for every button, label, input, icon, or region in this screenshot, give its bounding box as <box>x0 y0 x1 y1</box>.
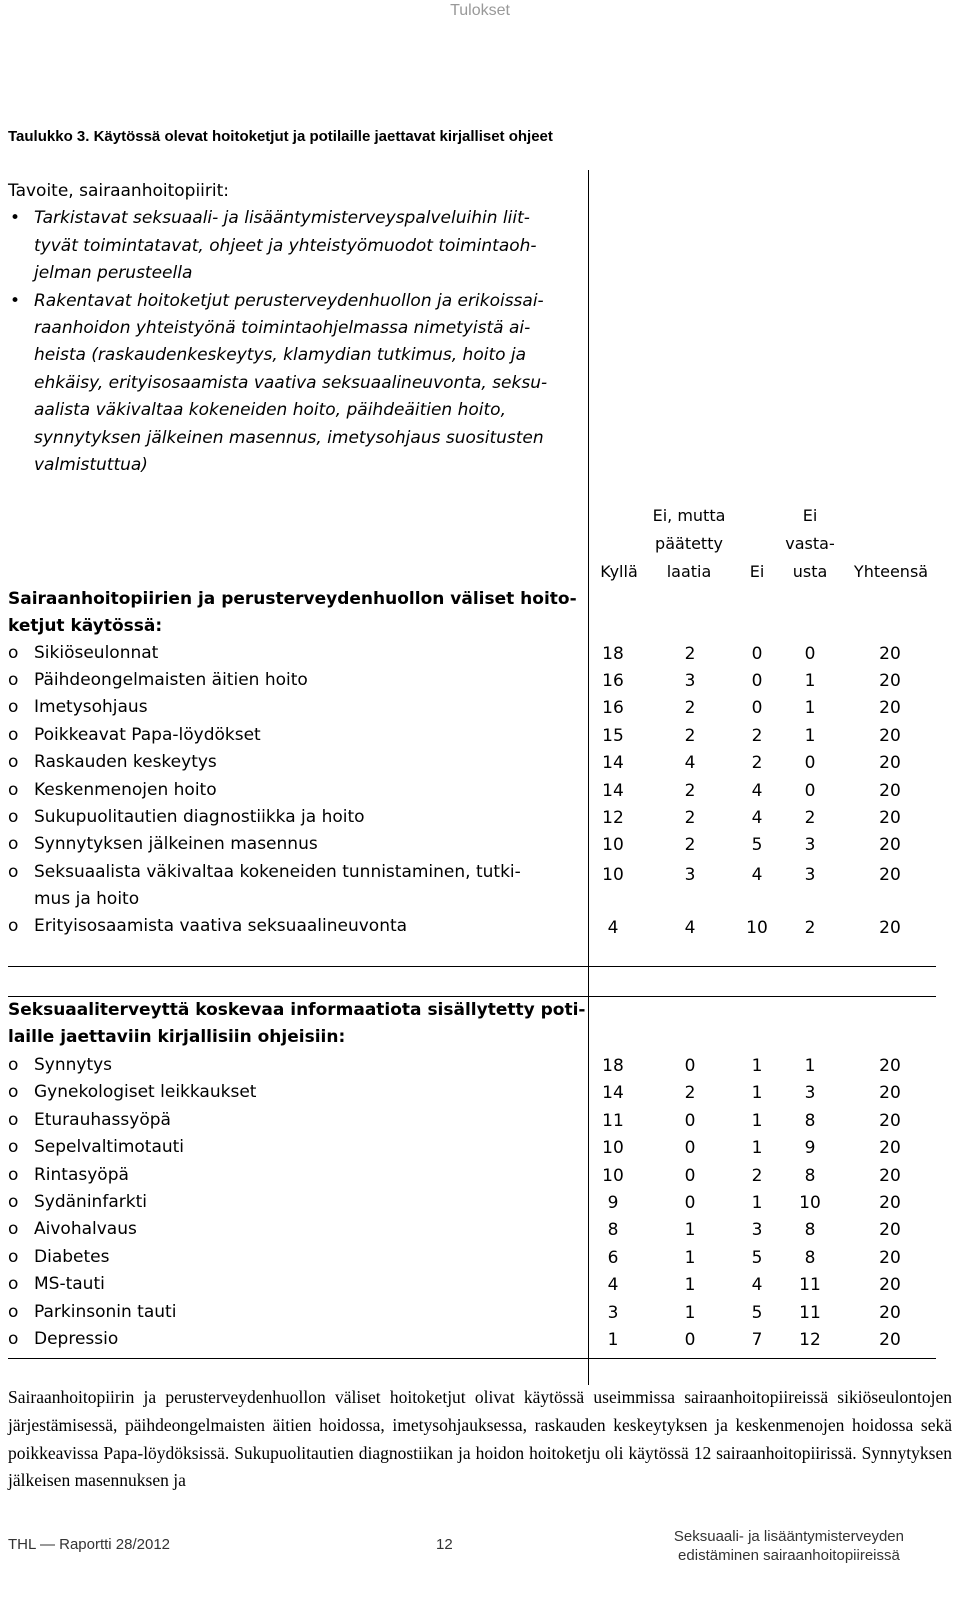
section1-cell: 4 <box>684 753 696 773</box>
section2-row-label-line <box>8 1079 598 1106</box>
section2-cell: 1 <box>607 1330 619 1350</box>
bullet-marker: o <box>8 1246 19 1267</box>
section2-title-line: laille jaettaviin kirjallisiin ohjeisiin: <box>8 1027 346 1048</box>
section1-cell: 2 <box>751 726 763 746</box>
section1-row-label <box>8 749 598 776</box>
section2-cell: 1 <box>751 1110 763 1131</box>
section2-cell: 9 <box>804 1138 816 1159</box>
section1-cell: 16 <box>602 671 624 691</box>
section1-cell: 1 <box>804 698 816 718</box>
section1-cell: 2 <box>751 753 763 773</box>
section2-row-label <box>8 1271 598 1298</box>
section2-row-label-line <box>8 1162 598 1189</box>
section2-cell: 0 <box>684 1056 696 1076</box>
section1-cell: 20 <box>879 865 901 885</box>
section2-cell: 1 <box>751 1138 763 1159</box>
section2-cell: 1 <box>804 1056 816 1076</box>
bullet-marker: o <box>8 670 19 690</box>
section1-row-text: Seksuaalista väkivaltaa kokeneiden tunnistaminen, tutki- <box>34 862 521 882</box>
section2-title <box>8 997 598 1052</box>
section2-cell: 8 <box>804 1247 816 1268</box>
section1-row-text: Sikiöseulonnat <box>34 643 159 663</box>
section1-cell: 4 <box>607 918 619 938</box>
section2-row-text: Sepelvaltimotauti <box>34 1137 185 1158</box>
col-header-yhteensa: Yhteensä <box>853 562 929 581</box>
section1-cell: 20 <box>879 644 901 664</box>
section2-cell: 1 <box>684 1275 696 1296</box>
section1-cell: 18 <box>602 644 624 664</box>
section2-row-label <box>8 1134 598 1161</box>
bullet-marker: o <box>8 1082 19 1103</box>
section1-row-label-line <box>8 831 598 858</box>
bullet-marker: o <box>8 1301 19 1322</box>
section1-row-text: Keskenmenojen hoito <box>34 780 217 800</box>
section1-row-label-line <box>8 913 598 940</box>
section2-row-text: MS-tauti <box>34 1274 105 1295</box>
section1-row-text: Raskauden keskeytys <box>34 752 217 772</box>
section2-row-label <box>8 1299 598 1326</box>
section2-row-label-line <box>8 1244 598 1271</box>
section2-row-text: Aivohalvaus <box>34 1219 137 1240</box>
bullet-marker: o <box>8 1274 19 1295</box>
section2-cell: 1 <box>751 1056 763 1076</box>
section2-row-label-line <box>8 1216 598 1243</box>
section2-cell: 3 <box>804 1083 816 1104</box>
section2-cell: 18 <box>602 1056 624 1076</box>
section1-row-label <box>8 640 598 667</box>
section2-row-label <box>8 1216 598 1243</box>
section2-row-label <box>8 1079 598 1106</box>
section2-row-text: Sydäninfarkti <box>34 1192 147 1212</box>
section2-cell: 20 <box>879 1056 901 1076</box>
section1-cell: 4 <box>684 918 696 938</box>
table-rule-bottom <box>8 1358 936 1359</box>
section1-row-label-line <box>8 804 598 831</box>
section1-cell: 0 <box>751 644 763 664</box>
section1-cell: 2 <box>684 726 696 746</box>
section1-row-text: Sukupuolitautien diagnostiikka ja hoito <box>34 807 365 827</box>
section1-title <box>8 586 598 641</box>
bullet-marker: o <box>8 752 19 772</box>
section1-row-label-line <box>8 640 598 667</box>
section2-cell: 3 <box>751 1220 763 1241</box>
section2-title-line: Seksuaaliterveyttä koskevaa informaatiota sisällytetty poti- <box>8 1000 586 1020</box>
bullet-marker: o <box>8 1192 19 1212</box>
section2-cell: 10 <box>602 1165 624 1186</box>
section1-row-text: mus ja hoito <box>34 889 140 910</box>
bullet-marker: o <box>8 725 19 745</box>
section2-cell: 20 <box>879 1247 901 1268</box>
section1-cell: 20 <box>879 781 901 801</box>
section1-cell: 10 <box>602 835 624 855</box>
section1-row-text: Synnytyksen jälkeinen masennus <box>34 834 318 854</box>
section1-cell: 2 <box>684 644 696 664</box>
bullet-marker: o <box>8 1137 19 1158</box>
section1-cell: 3 <box>804 835 816 855</box>
section2-cell: 20 <box>879 1275 901 1296</box>
section1-cell: 20 <box>879 753 901 773</box>
section1-cell: 0 <box>751 671 763 691</box>
section2-cell: 8 <box>804 1110 816 1131</box>
section1-row-text: Erityisosaamista vaativa seksuaalineuvonta <box>34 916 408 936</box>
section1-cell: 3 <box>804 865 816 885</box>
section1-title-line: Sairaanhoitopiirien ja perusterveydenhuollon väliset hoito- <box>8 589 577 609</box>
bullet-marker: o <box>8 1219 19 1240</box>
goal-lead: Tavoite, sairaanhoitopiirit: <box>8 181 230 201</box>
bullet-marker: o <box>8 643 19 663</box>
section2-row-label-line <box>8 1326 598 1353</box>
section1-cell: 4 <box>751 865 763 885</box>
section1-row-label-line <box>8 886 598 913</box>
section2-cell: 8 <box>804 1220 816 1241</box>
section1-cell: 2 <box>684 808 696 828</box>
section2-cell: 20 <box>879 1330 901 1350</box>
section1-cell: 2 <box>804 808 816 828</box>
section1-cell: 5 <box>751 835 763 855</box>
section1-cell: 2 <box>684 781 696 801</box>
section1-cell: 15 <box>602 726 624 746</box>
section2-cell: 20 <box>879 1083 901 1104</box>
section1-row-label <box>8 913 598 940</box>
section2-row-label <box>8 1052 598 1079</box>
section1-cell: 10 <box>602 865 624 885</box>
section2-row-label-line <box>8 1107 598 1134</box>
section2-cell: 2 <box>751 1165 763 1186</box>
section2-cell: 10 <box>602 1138 624 1159</box>
section2-cell: 2 <box>684 1083 696 1104</box>
section1-row-label <box>8 804 598 831</box>
section1-cell: 14 <box>602 753 624 773</box>
section2-cell: 0 <box>684 1138 696 1159</box>
section1-row-text: Poikkeavat Papa-löydökset <box>34 725 261 745</box>
section2-cell: 1 <box>684 1302 696 1323</box>
body-paragraph: Sairaanhoitopiirin ja perusterveydenhuollon väliset hoitoketjut olivat käytössä useimmissa sairaanhoitopiireissä sikiöseulontojen järjestämisessä, päihdeongelmaisten äitien hoidossa, imetysohjauksessa, raskauden keskeytyksen ja keskenmenojen hoidossa sekä poikkeavissa Papa-löydöksissä. Sukupuolitautien diagnostiikan ja hoidon hoitoketju oli käytössä 12 sairaanhoitopiirissä. Synnytyksen jälkeisen masennuksen ja <box>8 1387 952 1491</box>
section2-cell: 10 <box>799 1193 821 1213</box>
section2-row-text: Rintasyöpä <box>34 1164 129 1185</box>
section2-cell: 11 <box>799 1275 821 1296</box>
section1-cell: 0 <box>804 781 816 801</box>
bullet-marker: o <box>8 697 19 717</box>
section1-cell: 20 <box>879 726 901 746</box>
goal-block <box>8 178 593 479</box>
section1-cell: 10 <box>746 918 768 938</box>
section2-cell: 4 <box>751 1275 763 1296</box>
section2-row-text: Diabetes <box>34 1246 110 1267</box>
section1-cell: 20 <box>879 918 901 938</box>
section1-cell: 3 <box>684 865 696 885</box>
section1-cell: 20 <box>879 698 901 718</box>
section1-cell: 1 <box>804 726 816 746</box>
section1-cell: 12 <box>602 808 624 828</box>
section2-row-text: Depressio <box>34 1329 119 1349</box>
bullet-marker: o <box>8 1109 19 1130</box>
footer-left: THL — Raportti 28/2012 <box>8 1536 171 1553</box>
table-rule-1 <box>8 966 936 967</box>
section1-cell: 20 <box>879 835 901 855</box>
section1-cell: 16 <box>602 698 624 718</box>
section1-row-label-line <box>8 694 598 721</box>
section1-row-label <box>8 831 598 858</box>
section1-row-label <box>8 694 598 721</box>
col-header-ei-vastausta: Ei vasta- usta <box>785 506 835 581</box>
section1-row-text: Päihdeongelmaisten äitien hoito <box>34 670 308 690</box>
section1-cell: 3 <box>684 671 696 691</box>
bullet-marker: o <box>8 834 19 854</box>
section2-row-label-line <box>8 1299 598 1326</box>
section2-cell: 0 <box>684 1193 696 1213</box>
section1-cell: 14 <box>602 781 624 801</box>
col-header-ei: Ei <box>749 562 765 581</box>
section1-row-label <box>8 722 598 749</box>
section2-cell: 20 <box>879 1193 901 1213</box>
section1-row-label-line <box>8 777 598 804</box>
section2-row-text: Eturauhassyöpä <box>34 1109 171 1130</box>
section1-title-line: ketjut käytössä: <box>8 616 163 637</box>
section2-cell: 3 <box>607 1302 619 1323</box>
section1-cell: 1 <box>804 671 816 691</box>
bullet-marker: o <box>8 1164 19 1185</box>
section1-cell: 2 <box>684 698 696 718</box>
section2-cell: 4 <box>607 1275 619 1296</box>
section1-cell: 0 <box>751 698 763 718</box>
section2-row-text: Gynekologiset leikkaukset <box>34 1082 257 1103</box>
section2-cell: 0 <box>684 1330 696 1350</box>
section1-cell: 20 <box>879 808 901 828</box>
bullet-marker: o <box>8 862 19 882</box>
section1-cell: 4 <box>751 781 763 801</box>
section2-cell: 6 <box>607 1247 619 1268</box>
section1-row-label <box>8 777 598 804</box>
bullet-marker: o <box>8 1055 19 1075</box>
section1-row-label-line <box>8 722 598 749</box>
section1-cell: 2 <box>684 835 696 855</box>
section2-row-label-line <box>8 1271 598 1298</box>
goal-bullet-1: • Tarkistavat seksuaali- ja lisääntymisterveyspalveluihin liit- tyvät toimintatavat, ohjeet ja yhteistyömuodot toimintaoh- jelman perusteella <box>8 205 593 287</box>
section1-cell: 0 <box>804 753 816 773</box>
section2-cell: 8 <box>804 1165 816 1186</box>
section1-row-label-line <box>8 859 598 886</box>
section2-cell: 20 <box>879 1138 901 1159</box>
section2-row-label <box>8 1326 598 1353</box>
section1-row-label <box>8 667 598 694</box>
running-header: Tulokset <box>450 2 510 19</box>
section2-row-label-line <box>8 1134 598 1161</box>
section2-cell: 20 <box>879 1220 901 1241</box>
section1-row-label-line <box>8 667 598 694</box>
bullet-marker: o <box>8 780 19 800</box>
section2-row-label <box>8 1107 598 1134</box>
section2-cell: 1 <box>684 1220 696 1241</box>
section2-row-label <box>8 1189 598 1216</box>
section2-cell: 1 <box>751 1193 763 1213</box>
section1-cell: 4 <box>751 808 763 828</box>
footer-right: Seksuaali- ja lisääntymisterveyden edistäminen sairaanhoitopiireissä <box>673 1528 904 1564</box>
section2-row-text: Synnytys <box>34 1055 113 1075</box>
bullet-marker: o <box>8 1329 19 1349</box>
section2-row-label-line <box>8 1052 598 1079</box>
section2-cell: 20 <box>879 1302 901 1323</box>
section2-row-label <box>8 1244 598 1271</box>
footer-page-number: 12 <box>436 1536 453 1553</box>
table-caption: Taulukko 3. Käytössä olevat hoitoketjut ja potilaille jaettavat kirjalliset ohjeet <box>8 128 553 145</box>
section2-row-text: Parkinsonin tauti <box>34 1301 177 1322</box>
section2-cell: 1 <box>751 1083 763 1104</box>
section2-cell: 11 <box>799 1302 821 1323</box>
section2-cell: 11 <box>602 1110 624 1131</box>
section2-cell: 1 <box>684 1247 696 1268</box>
section1-cell: 20 <box>879 671 901 691</box>
section2-row-label-line <box>8 1189 598 1216</box>
bullet-marker: o <box>8 807 19 827</box>
section2-cell: 0 <box>684 1110 696 1131</box>
section2-cell: 9 <box>607 1193 619 1213</box>
section2-row-label <box>8 1162 598 1189</box>
col-header-ei-mutta: Ei, mutta päätetty laatia <box>652 506 726 581</box>
section1-cell: 2 <box>804 918 816 938</box>
bullet-marker: o <box>8 916 19 936</box>
section1-cell: 0 <box>804 644 816 664</box>
goal-bullet-2: • Rakentavat hoitoketjut perusterveydenhuollon ja erikoissai- raanhoidon yhteistyönä toimintaohjelmassa nimetyistä ai- heista (raskaudenkeskeytys, klamydian tutkimus, hoito ja ehkäisy, erityisosaamista vaativa seksuaalineuvonta, seksu- aalista väkivaltaa kokeneiden hoito, päihdeäitien hoito, synnytyksen jälkeinen masennus, imetysohjaus suositusten valmistuttua) <box>8 288 593 480</box>
section2-cell: 5 <box>751 1302 763 1323</box>
section2-cell: 8 <box>607 1220 619 1241</box>
section2-cell: 20 <box>879 1165 901 1186</box>
section2-cell: 12 <box>799 1330 821 1350</box>
section1-row-label-line <box>8 749 598 776</box>
section1-row-label <box>8 859 598 914</box>
section2-cell: 5 <box>751 1247 763 1268</box>
section1-row-text: Imetysohjaus <box>34 697 148 717</box>
section2-cell: 7 <box>751 1330 763 1350</box>
col-header-kylla: Kyllä <box>600 562 638 581</box>
section2-cell: 0 <box>684 1165 696 1186</box>
section2-cell: 14 <box>602 1083 624 1104</box>
section2-cell: 20 <box>879 1110 901 1131</box>
